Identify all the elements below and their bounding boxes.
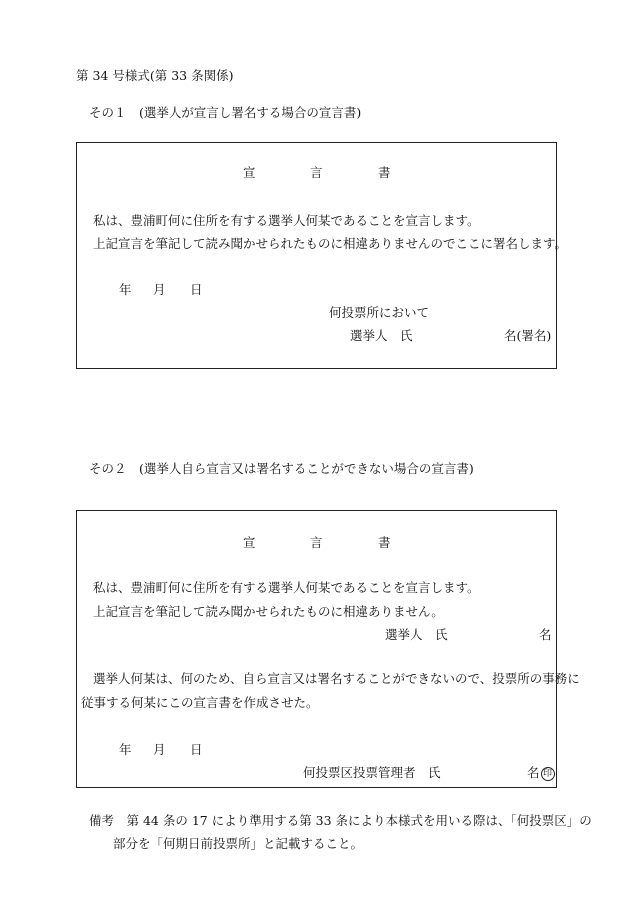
form1-elector-label: 選挙人 氏 bbox=[350, 328, 413, 343]
form1-heading: その１ (選挙人が宣言し署名する場合の宣言書) bbox=[89, 105, 362, 120]
form1-name-label: 名(署名) bbox=[504, 328, 552, 343]
form2-date-month: 月 bbox=[153, 742, 166, 757]
form2-manager-label: 何投票区投票管理者 氏 bbox=[303, 765, 441, 780]
seal-icon: 印 bbox=[541, 767, 555, 781]
form2-date-year: 年 bbox=[119, 742, 132, 757]
form2-paragraph-line1: 選挙人何某は、何のため、自ら宣言又は署名することができないので、投票所の事務に bbox=[93, 671, 580, 686]
form2-name-label: 名 bbox=[539, 627, 552, 642]
form1-line1: 私は、豊浦町何に住所を有する選挙人何某であることを宣言します。 bbox=[93, 213, 480, 228]
form1-place: 何投票所において bbox=[329, 305, 430, 320]
form2-name-seal bbox=[527, 767, 555, 781]
form2-line1: 私は、豊浦町何に住所を有する選挙人何某であることを宣言します。 bbox=[93, 580, 480, 595]
form1-date-day: 日 bbox=[190, 282, 203, 297]
form1-date-year: 年 bbox=[119, 282, 132, 297]
note-line1: 備考 第 44 条の 17 により準用する第 33 条により本様式を用いる際は、「何投票区」の bbox=[89, 813, 592, 828]
form2-elector-label: 選挙人 氏 bbox=[385, 627, 448, 642]
form2-date-day: 日 bbox=[190, 742, 203, 757]
form1-title-char-1: 宣 bbox=[243, 165, 256, 180]
form1-title-char-3: 書 bbox=[378, 165, 391, 180]
form1-box bbox=[76, 142, 568, 369]
form2-heading: その２ (選挙人自ら宣言又は署名することができない場合の宣言書) bbox=[89, 461, 474, 476]
form2-paragraph-line2: 従事する何某にこの宣言書を作成させた。 bbox=[81, 695, 319, 710]
form2-title-char-3: 書 bbox=[378, 535, 391, 550]
form2-name-label2: 名 bbox=[527, 765, 540, 780]
form2-line2: 上記宣言を筆記して読み聞かせられたものに相違ありません。 bbox=[93, 604, 444, 619]
form2-title-char-1: 宣 bbox=[243, 535, 256, 550]
form1-line2: 上記宣言を筆記して読み聞かせられたものに相違ありませんのでここに署名します。 bbox=[93, 236, 568, 251]
form-number: 第 34 号様式(第 33 条関係) bbox=[76, 68, 234, 83]
form2-title-char-2: 言 bbox=[310, 535, 323, 550]
form1-date-month: 月 bbox=[153, 282, 166, 297]
note-line2: 部分を「何期日前投票所」と記載すること。 bbox=[113, 836, 364, 851]
form2-box bbox=[76, 510, 580, 788]
form1-title-char-2: 言 bbox=[310, 165, 323, 180]
